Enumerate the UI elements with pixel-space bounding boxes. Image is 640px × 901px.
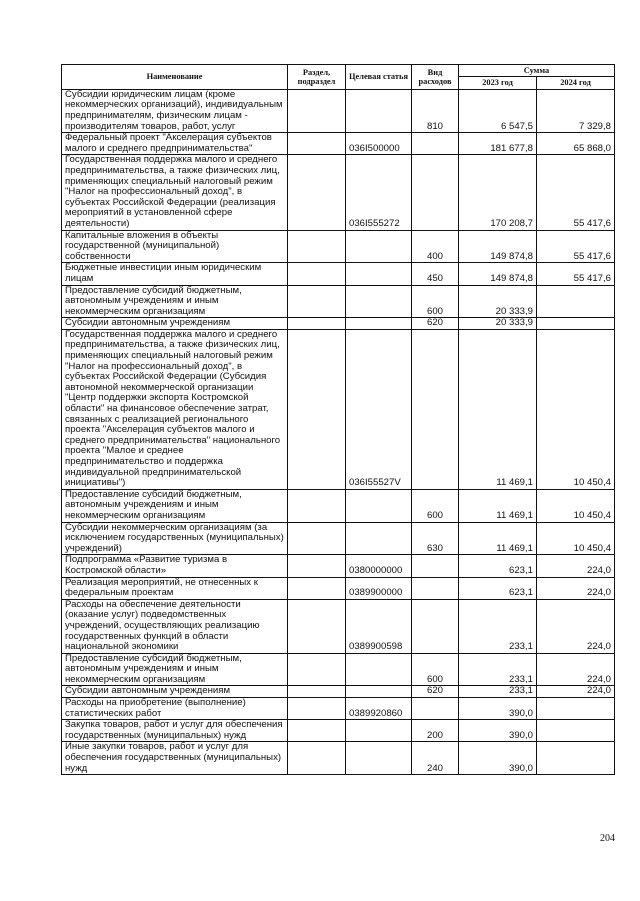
row-target-article: 036I55527V — [346, 329, 412, 489]
header-year-2023: 2023 год — [459, 77, 537, 89]
row-sum-2024: 224,0 — [537, 653, 615, 686]
row-target-article — [346, 263, 412, 285]
row-target-article — [346, 489, 412, 522]
row-expense-type: 240 — [412, 742, 459, 775]
row-section — [288, 720, 346, 742]
table-row — [62, 263, 615, 285]
table-row — [62, 555, 615, 577]
row-section — [288, 686, 346, 698]
row-section — [288, 577, 346, 599]
table-row — [62, 698, 615, 720]
table-row — [62, 489, 615, 522]
table-body — [62, 89, 615, 774]
header-section: Раздел, подраздел — [288, 65, 346, 90]
row-sum-2024: 55 417,6 — [537, 155, 615, 230]
row-target-article — [346, 285, 412, 318]
row-sum-2024: 224,0 — [537, 599, 615, 653]
row-sum-2024: 10 450,4 — [537, 489, 615, 522]
row-section — [288, 555, 346, 577]
row-expense-type: 600 — [412, 285, 459, 318]
row-sum-2024: 10 450,4 — [537, 329, 615, 489]
row-target-article: 0389900598 — [346, 599, 412, 653]
row-section — [288, 599, 346, 653]
header-name: Наименование — [62, 65, 288, 90]
row-sum-2024: 65 868,0 — [537, 133, 615, 155]
row-section — [288, 318, 346, 330]
row-sum-2023: 170 208,7 — [459, 155, 537, 230]
row-target-article — [346, 653, 412, 686]
page-number: 204 — [600, 833, 615, 844]
table-row — [62, 720, 615, 742]
row-name: Субсидии автономным учреждениям — [62, 318, 288, 330]
row-expense-type: 200 — [412, 720, 459, 742]
table-row — [62, 89, 615, 132]
row-expense-type: 620 — [412, 686, 459, 698]
row-sum-2024 — [537, 698, 615, 720]
row-name: Предоставление субсидий бюджетным, автономным учреждениям и иным некоммерческим организациям — [62, 653, 288, 686]
row-target-article: 0389900000 — [346, 577, 412, 599]
row-name: Государственная поддержка малого и среднего предпринимательства, а также физических лиц, применяющих специальный налоговый режим "Налог на профессиональный доход", в субъектах Российской Федерации (реализация мероприятий в установленной сфере деятельности) — [62, 155, 288, 230]
row-expense-type: 400 — [412, 230, 459, 263]
row-sum-2023: 623,1 — [459, 555, 537, 577]
header-sum: Сумма — [459, 65, 615, 77]
row-expense-type: 630 — [412, 522, 459, 555]
row-section — [288, 263, 346, 285]
row-section — [288, 522, 346, 555]
table-row — [62, 133, 615, 155]
row-name: Реализация мероприятий, не отнесенных к федеральным проектам — [62, 577, 288, 599]
row-sum-2024 — [537, 720, 615, 742]
row-sum-2023: 233,1 — [459, 599, 537, 653]
row-target-article: 036I500000 — [346, 133, 412, 155]
row-sum-2024: 55 417,6 — [537, 230, 615, 263]
table-row — [62, 155, 615, 230]
row-sum-2023: 390,0 — [459, 698, 537, 720]
row-expense-type — [412, 329, 459, 489]
row-name: Бюджетные инвестиции иным юридическим лицам — [62, 263, 288, 285]
row-sum-2024: 55 417,6 — [537, 263, 615, 285]
row-name: Расходы на обеспечение деятельности (оказание услуг) подведомственных учреждений, осуществляющих реализацию государственных функций в области национальной экономики — [62, 599, 288, 653]
table-row — [62, 742, 615, 775]
row-sum-2023: 20 333,9 — [459, 285, 537, 318]
table-row — [62, 653, 615, 686]
row-name: Капитальные вложения в объекты государственной (муниципальной) собственности — [62, 230, 288, 263]
row-section — [288, 653, 346, 686]
row-sum-2023: 149 874,8 — [459, 230, 537, 263]
row-target-article — [346, 720, 412, 742]
row-section — [288, 285, 346, 318]
row-expense-type: 810 — [412, 89, 459, 132]
row-target-article — [346, 686, 412, 698]
table-row — [62, 599, 615, 653]
row-sum-2023: 11 469,1 — [459, 522, 537, 555]
row-sum-2024 — [537, 318, 615, 330]
row-name: Подпрограмма «Развитие туризма в Костромской области» — [62, 555, 288, 577]
row-section — [288, 155, 346, 230]
row-expense-type — [412, 698, 459, 720]
row-target-article: 036I555272 — [346, 155, 412, 230]
row-expense-type: 600 — [412, 489, 459, 522]
table-row — [62, 686, 615, 698]
row-sum-2024: 7 329,8 — [537, 89, 615, 132]
table-row — [62, 522, 615, 555]
row-section — [288, 89, 346, 132]
row-sum-2023: 390,0 — [459, 720, 537, 742]
header-year-2024: 2024 год — [537, 77, 615, 89]
row-section — [288, 489, 346, 522]
row-sum-2023: 11 469,1 — [459, 329, 537, 489]
row-section — [288, 742, 346, 775]
row-sum-2024: 10 450,4 — [537, 522, 615, 555]
row-name: Субсидии некоммерческим организациям (за исключением государственных (муниципальных) учреждений) — [62, 522, 288, 555]
row-target-article — [346, 230, 412, 263]
row-target-article: 0380000000 — [346, 555, 412, 577]
row-sum-2024 — [537, 742, 615, 775]
row-sum-2023: 6 547,5 — [459, 89, 537, 132]
row-name: Субсидии юридическим лицам (кроме некоммерческих организаций), индивидуальным предпринимателям, физическим лицам - производителям товаров, работ, услуг — [62, 89, 288, 132]
row-sum-2023: 11 469,1 — [459, 489, 537, 522]
table-row — [62, 285, 615, 318]
table-header — [62, 65, 615, 90]
row-section — [288, 698, 346, 720]
row-sum-2023: 20 333,9 — [459, 318, 537, 330]
row-name: Государственная поддержка малого и среднего предпринимательства, а также физических лиц, применяющих специальный налоговый режим "Налог на профессиональный доход", в субъектах Российской Федерации (Субсидия автономной некоммерческой организации "Центр поддержки экспорта Костромской области" на финансовое обеспечение затрат, связанных с реализацией регионального проекта "Акселерация субъектов малого и среднего предпринимательства" национального проекта "Малое и среднее предпринимательство и поддержка индивидуальной предпринимательской инициативы") — [62, 329, 288, 489]
row-sum-2024: 224,0 — [537, 686, 615, 698]
row-expense-type: 600 — [412, 653, 459, 686]
row-name: Расходы на приобретение (выполнение) статистических работ — [62, 698, 288, 720]
row-name: Предоставление субсидий бюджетным, автономным учреждениям и иным некоммерческим организациям — [62, 489, 288, 522]
row-expense-type — [412, 133, 459, 155]
row-sum-2024: 224,0 — [537, 577, 615, 599]
row-name: Субсидии автономным учреждениям — [62, 686, 288, 698]
row-name: Предоставление субсидий бюджетным, автономным учреждениям и иным некоммерческим организациям — [62, 285, 288, 318]
row-sum-2023: 181 677,8 — [459, 133, 537, 155]
row-sum-2023: 233,1 — [459, 653, 537, 686]
row-name: Закупка товаров, работ и услуг для обеспечения государственных (муниципальных) нужд — [62, 720, 288, 742]
row-expense-type: 620 — [412, 318, 459, 330]
row-target-article — [346, 89, 412, 132]
row-target-article — [346, 318, 412, 330]
table-row — [62, 577, 615, 599]
row-sum-2023: 623,1 — [459, 577, 537, 599]
row-target-article — [346, 742, 412, 775]
row-section — [288, 230, 346, 263]
row-section — [288, 329, 346, 489]
row-name: Федеральный проект "Акселерация субъектов малого и среднего предпринимательства" — [62, 133, 288, 155]
row-sum-2024: 224,0 — [537, 555, 615, 577]
row-section — [288, 133, 346, 155]
header-target-article: Целевая статья — [346, 65, 412, 90]
table-row — [62, 230, 615, 263]
row-sum-2023: 149 874,8 — [459, 263, 537, 285]
header-expense-type: Вид расходов — [412, 65, 459, 90]
row-expense-type — [412, 155, 459, 230]
row-target-article — [346, 522, 412, 555]
row-target-article: 0389920860 — [346, 698, 412, 720]
row-expense-type — [412, 599, 459, 653]
table-row — [62, 318, 615, 330]
table-row — [62, 329, 615, 489]
budget-table — [61, 64, 615, 775]
row-sum-2023: 390,0 — [459, 742, 537, 775]
row-name: Иные закупки товаров, работ и услуг для обеспечения государственных (муниципальных) нужд — [62, 742, 288, 775]
row-expense-type: 450 — [412, 263, 459, 285]
row-expense-type — [412, 555, 459, 577]
row-expense-type — [412, 577, 459, 599]
row-sum-2024 — [537, 285, 615, 318]
row-sum-2023: 233,1 — [459, 686, 537, 698]
